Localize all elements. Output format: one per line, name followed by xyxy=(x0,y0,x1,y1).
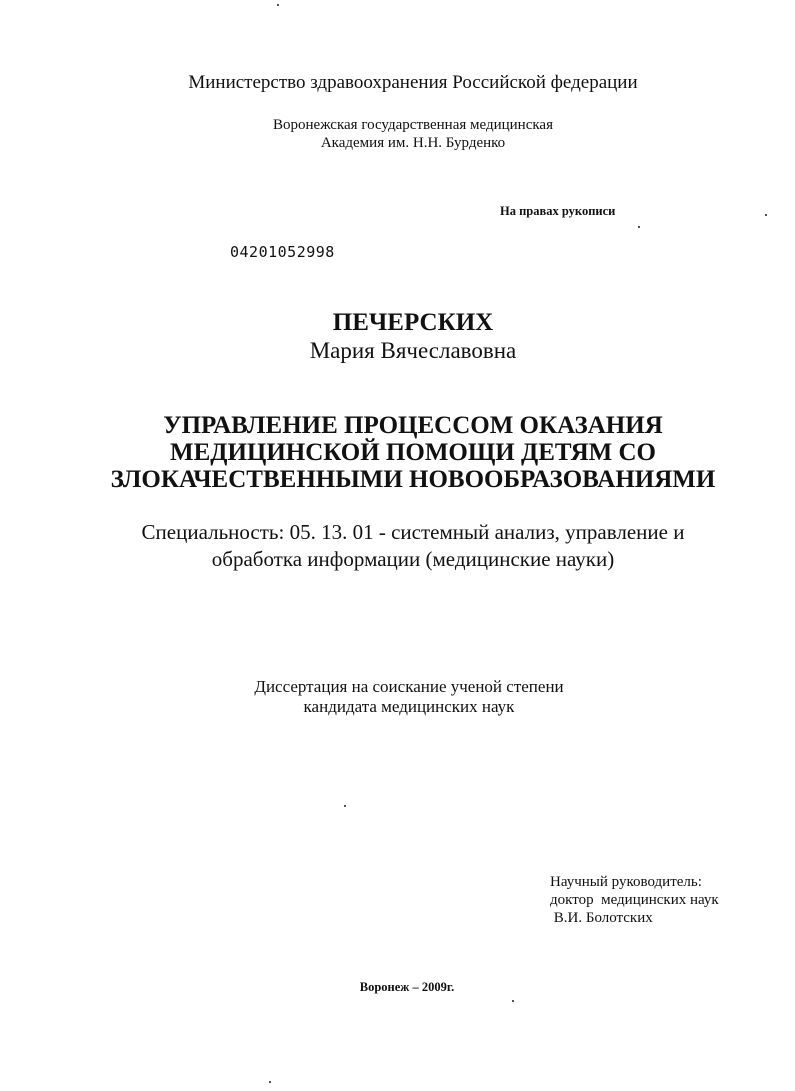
manuscript-rights: На правах рукописи xyxy=(500,204,616,218)
supervisor-line-3: В.И. Болотских xyxy=(550,910,653,926)
author-surname: ПЕЧЕРСКИХ xyxy=(332,309,494,336)
degree-line-1: Диссертация на соискание ученой степени xyxy=(254,677,564,696)
supervisor-line-1: Научный руководитель: xyxy=(550,874,702,890)
scan-speck xyxy=(512,1000,514,1002)
registry-number: 04201052998 xyxy=(230,243,335,261)
title-line-2: МЕДИЦИНСКОЙ ПОМОЩИ ДЕТЯМ СО xyxy=(169,439,657,466)
place-year: Воронеж – 2009г. xyxy=(359,980,455,994)
title-line-1: УПРАВЛЕНИЕ ПРОЦЕССОМ ОКАЗАНИЯ xyxy=(163,412,663,439)
title-line-3: ЗЛОКАЧЕСТВЕННЫМИ НОВООБРАЗОВАНИЯМИ xyxy=(110,466,716,493)
academy-line-2: Академия им. Н.Н. Бурденко xyxy=(320,135,506,151)
scan-speck xyxy=(765,214,767,216)
supervisor-line-2: доктор медицинских наук xyxy=(550,892,719,908)
scan-speck xyxy=(269,1081,271,1083)
degree-line-2: кандидата медицинских наук xyxy=(303,697,515,716)
scan-speck xyxy=(344,805,346,807)
ministry-heading: Министерство здравоохранения Российской федерации xyxy=(188,72,638,93)
specialty-line-2: обработка информации (медицинские науки) xyxy=(211,547,615,571)
specialty-line-1: Специальность: 05. 13. 01 - системный анализ, управление и xyxy=(141,520,685,544)
author-given-names: Мария Вячеславовна xyxy=(309,338,517,363)
academy-line-1: Воронежская государственная медицинская xyxy=(273,117,553,133)
scan-speck xyxy=(638,226,640,228)
scan-speck xyxy=(277,4,279,6)
